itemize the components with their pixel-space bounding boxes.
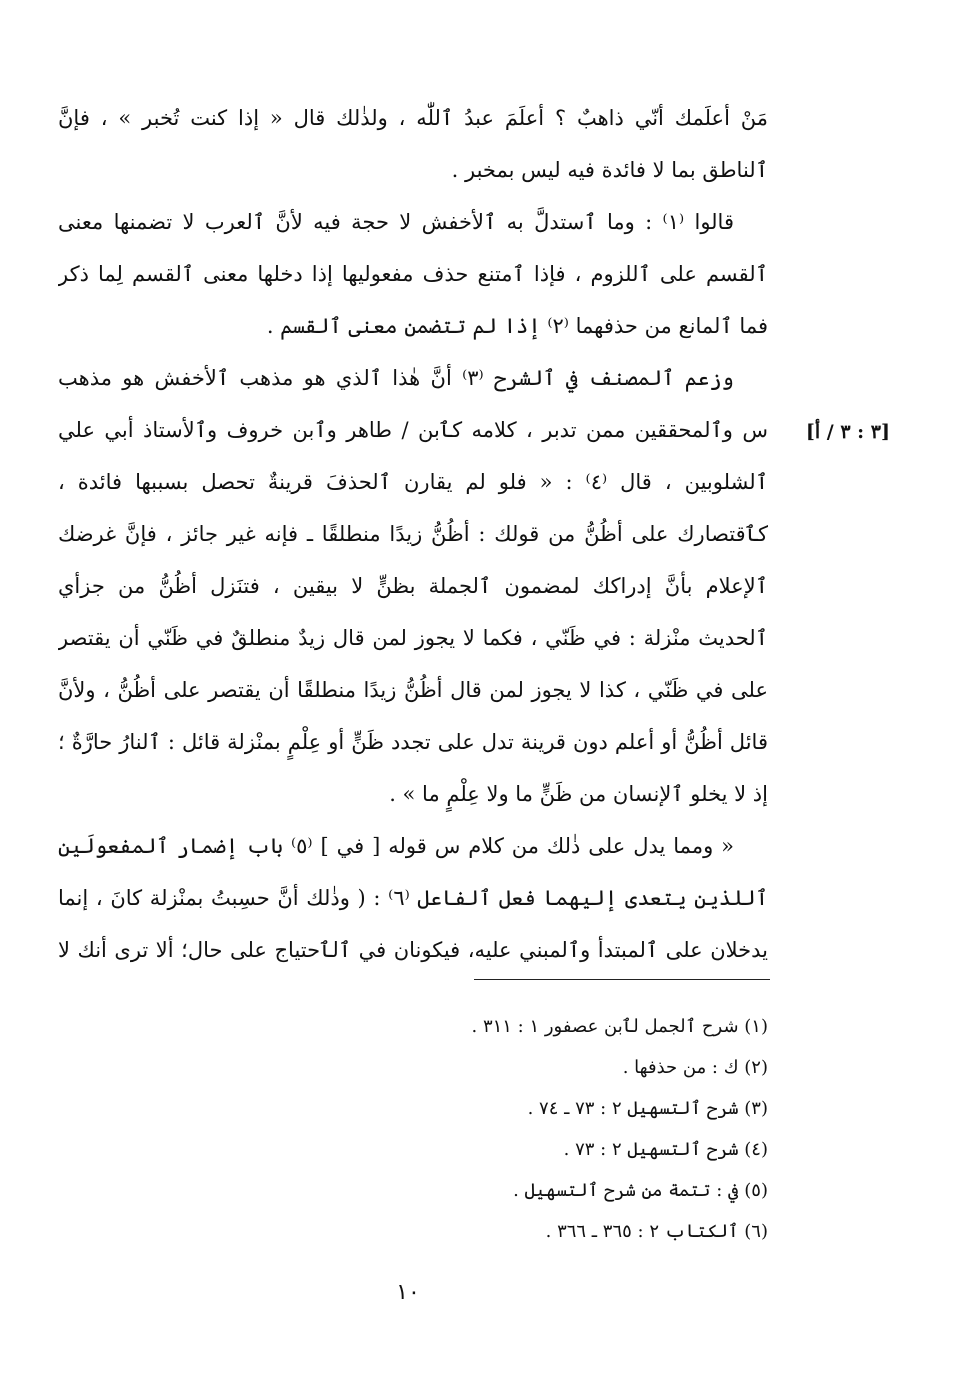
text-line: ٱللذين يتعدى إليهما فعل ٱلفاعل ⁽٦⁾ : ( وذٰلك أنَّ حسِبتُ بمنْزلة كانَ ، إنما: [58, 886, 768, 910]
text-line: إذ لا يخلو ٱلإنسان من ظَنٍّ ما ولا عِلْمٍ ما » .: [389, 782, 768, 806]
text-line: ٱلشلوبين ، قال ⁽٤⁾ : « فلو لم يقارن ٱلحذفَ قرينةٌ تحصل بسببها فائدة ،: [58, 470, 768, 494]
text-line: على في ظَنّي ، كذا لا يجوز لمن قال أظُنُّ زيدًا منطلقًا أن يقتصر على أظُنُّ ، ولأنَّ: [58, 678, 768, 702]
footnote: (٢) ك : من حذفها .: [622, 1057, 768, 1078]
footnote: (٤) شرح ٱلتسهيل ٢ : ٧٣ .: [563, 1139, 768, 1160]
footnote: (٥) في : تتمة من شرح ٱلتسهيل .: [513, 1180, 768, 1201]
text-line: مَنْ أعلَمك أنّي ذاهبٌ ؟ أعلَمَ عبدُ ٱللّٰه ، ولذٰلك قال « إذا كنت تُخبر » ، فإنَّ: [58, 106, 768, 130]
text-line: كٱقتصارك على أظُنُّ من قولك : أظُنُّ زيدًا منطلقًا ـ فإنه غير جائز ، فإنَّ غرضك: [58, 522, 768, 546]
footnote: (٣) شرح ٱلتسهيل ٢ : ٧٣ ـ ٧٤ .: [527, 1098, 768, 1119]
paragraph: [58, 196, 768, 352]
paragraph: [58, 92, 768, 196]
footnote-separator-rule: [474, 979, 770, 980]
footnote: (٦) ٱلكتاب ٢ : ٣٦٥ ـ ٣٦٦ .: [545, 1221, 768, 1242]
text-line: « ومما يدل على ذٰلك من كلام س قوله [ في ] ⁽٥⁾ باب إضمار ٱلمفعولَين: [58, 834, 734, 858]
text-line: وزعم ٱلمصنف في ٱلشرح ⁽٣⁾ أنَّ هٰذا ٱلذي هو مذهب ٱلأخفش هو مذهب: [58, 366, 734, 390]
main-text-body: [58, 92, 768, 976]
text-line: يدخلان على ٱلمبتدأ وٱلمبني عليه، فيكونان في ٱلٱحتياج على حال؛ ألا ترى أنك لا: [58, 938, 768, 962]
text-line: فما ٱلمانع من حذفهما ⁽٢⁾ إذا لم تتضمن معنى ٱلقسم .: [266, 314, 768, 338]
footnote: (١) شرح ٱلجمل لٱبن عصفور ١ : ٣١١ .: [471, 1016, 768, 1037]
paragraph: [58, 352, 768, 820]
text-line: قالوا ⁽١⁾ : وما ٱستدلَّ به ٱلأخفش لا حجة فيه لأنَّ ٱلعرب لا تضمنها معنى: [58, 210, 734, 234]
text-line: ٱلإعلام بأنَّ إدراكك لمضمون ٱلجملة بظنٍّ لا بيقين ، فتنَزل أظُنُّ من جزأي: [58, 574, 768, 598]
paragraph: [58, 820, 768, 976]
text-line: س وٱلمحققين ممن تدبر ، كلامه كٱبن / طاهر وٱبن خروف وٱلأستاذ أبي علي: [58, 418, 768, 442]
footnotes-section: [380, 1006, 768, 1252]
text-line: ٱلقسم على ٱللزوم ، فإذا ٱمتنع حذف مفعوليها إذا دخلها معنى ٱلقسم لِما ذكر: [58, 262, 768, 286]
text-line: قائل أظُنُّ أو أعلم دون قرينة تدل على تجدد ظَنٍّ أو عِلْمٍ بمنْزلة قائل : ٱلنارُ حارَّةٌ ؛: [58, 730, 768, 754]
text-line: ٱلحديث منْزلة : في ظَنّي ، فكما لا يجوز لمن قال زيدٌ منطلقٌ في ظَنّي أن يقتصر: [58, 626, 768, 650]
margin-reference-note: [٣ : ٣ / أ]: [805, 421, 890, 443]
text-line: ٱلناطق بما لا فائدة فيه ليس بمخبر .: [451, 158, 768, 182]
page-number: ١٠: [396, 1280, 420, 1305]
